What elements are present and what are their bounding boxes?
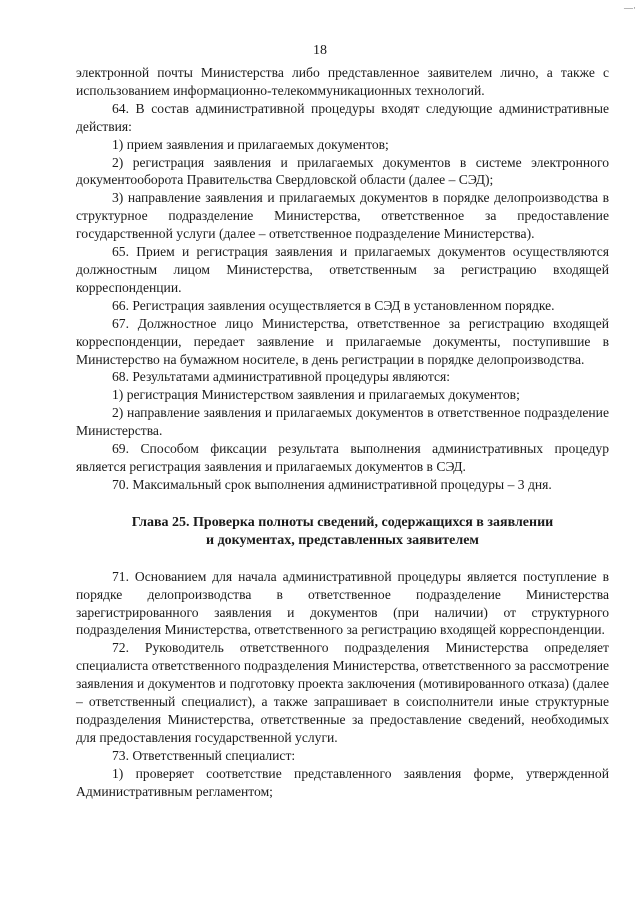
paragraph: 71. Основанием для начала административной процедуры является поступление в порядке делопроизводства в ответственное подразделение Министерства зарегистрированного заявления и документов (при наличии) от структурного подразделения Министерства, ответственного за регистрацию входящей корреспонденции.	[76, 568, 609, 638]
document-body	[76, 64, 609, 801]
paragraph: 2) направление заявления и прилагаемых документов в ответственное подразделение Министерства.	[76, 405, 609, 439]
paragraph: 69. Способом фиксации результата выполнения административных процедур является регистрация заявления и прилагаемых документов в СЭД.	[76, 441, 609, 474]
chapter-heading-line-1: Глава 25. Проверка полноты сведений, содержащихся в заявлении	[131, 514, 554, 530]
paragraph: 1) проверяет соответствие представленного заявления форме, утвержденной Административным регламентом;	[76, 765, 609, 799]
paragraph: 2) регистрация заявления и прилагаемых документов в системе электронного документооборота Правительства Свердловской области (далее – СЭД);	[76, 154, 609, 188]
paragraph: 70. Максимальный срок выполнения административной процедуры – 3 дня.	[112, 476, 552, 492]
paragraph: 64. В состав административной процедуры входят следующие административные действия:	[76, 100, 609, 134]
paragraph: 73. Ответственный специалист:	[112, 747, 296, 763]
paragraph: 1) регистрация Министерством заявления и прилагаемых документов;	[112, 387, 520, 403]
paragraph: 67. Должностное лицо Министерства, ответственное за регистрацию входящей корреспонденции, передает заявление и прилагаемые документы, поступившие в Министерство на бумажном носителе, в день регистрации в порядке делопроизводства.	[76, 315, 609, 367]
paragraph: 3) направление заявления и прилагаемых документов в порядке делопроизводства в структурное подразделение Министерства, ответственное за предоставление государственной услуги (далее – ответственное подразделение Министерства).	[76, 190, 609, 242]
paragraph: 66. Регистрация заявления осуществляется в СЭД в установленном порядке.	[112, 297, 555, 313]
paragraph: электронной почты Министерства либо представленное заявителем лично, а также с использованием информационно-телекоммуникационных технологий.	[76, 65, 609, 98]
chapter-heading-line-2: и документах, представленных заявителем	[206, 532, 479, 548]
section-after-heading	[76, 568, 609, 801]
corner-mark: —·	[624, 3, 636, 13]
paragraph: 65. Прием и регистрация заявления и прилагаемых документов осуществляются должностным лицом Министерства, ответственным за регистрацию входящей корреспонденции.	[76, 244, 609, 295]
chapter-heading	[76, 514, 609, 550]
paragraph: 72. Руководитель ответственного подразделения Министерства определяет специалиста ответственного подразделения Министерства, ответственного за рассмотрение заявления и документов и подготовку проекта заключения (мотивированного отказа) (далее – ответственный специалист), а также запрашивает в соисполнители иные структурные подразделения Министерства, ответственные за предоставление сведений, необходимых для предоставления государственной услуги.	[76, 640, 609, 745]
paragraph: 1) прием заявления и прилагаемых документов;	[112, 136, 389, 152]
paragraph: 68. Результатами административной процедуры являются:	[112, 369, 451, 385]
section-before-heading	[76, 64, 609, 494]
page-number: 18	[313, 43, 327, 58]
